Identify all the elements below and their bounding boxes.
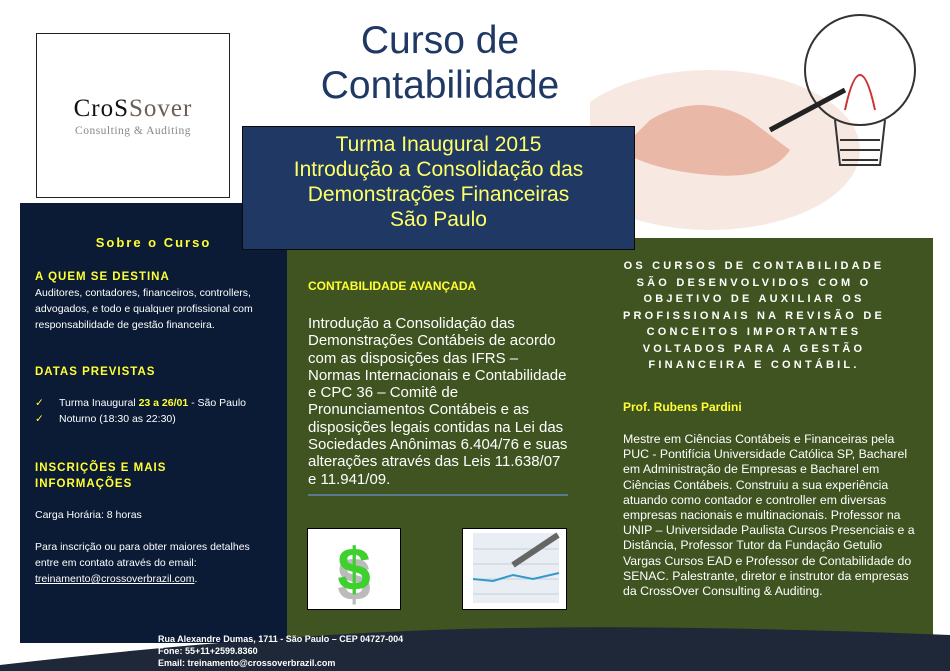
contact-suffix: . bbox=[194, 573, 198, 585]
logo-brand-part2: Sover bbox=[129, 94, 193, 122]
date-location: - São Paulo bbox=[188, 397, 247, 409]
email-link[interactable]: treinamento@crossoverbrazil.com bbox=[35, 573, 195, 585]
about-course-panel bbox=[20, 203, 287, 643]
title-box-line: Introdução a Consolidação das bbox=[293, 158, 584, 181]
pen-chart-icon bbox=[463, 529, 565, 608]
content-panel bbox=[287, 238, 933, 643]
date-highlight: 23 a 26/01 bbox=[138, 397, 189, 409]
title-box-line: Turma Inaugural 2015 bbox=[335, 133, 542, 156]
about-heading: Sobre o Curso bbox=[95, 235, 212, 250]
page-title: Curso de Contabilidade bbox=[320, 19, 560, 107]
footer-band bbox=[0, 620, 950, 671]
contact-prefix: Para inscrição ou para obter maiores detalhes entre em contato através do email: bbox=[35, 541, 250, 569]
info-heading: INSCRIÇÕES E MAIS INFORMAÇÕES bbox=[35, 462, 167, 490]
center-heading: CONTABILIDADE AVANÇADA bbox=[308, 279, 477, 293]
date-item bbox=[35, 395, 265, 411]
class-title-box bbox=[242, 126, 635, 250]
footer-email: Email: treinamento@crossoverbrazil.com bbox=[158, 658, 336, 668]
title-box-line: Demonstrações Financeiras bbox=[307, 183, 570, 206]
target-text: Auditores, contadores, financeiros, controllers, advogados, e todo e qualquer profissional com responsabilidade de gestão financeira. bbox=[35, 287, 253, 331]
logo-brand-part1: CroS bbox=[73, 94, 130, 122]
dates-heading: DATAS PREVISTAS bbox=[35, 366, 156, 378]
lightbulb-hand-image bbox=[590, 0, 935, 238]
logo-tagline: Consulting & Auditing bbox=[75, 124, 191, 137]
footer-contact bbox=[158, 633, 403, 669]
professor-name: Prof. Rubens Pardini bbox=[623, 400, 742, 414]
title-box-line: São Paulo bbox=[390, 208, 487, 231]
professor-bio: Mestre em Ciências Contábeis e Financeiras pela PUC - Pontifícia Universidade Católica SP, Bacharel em Administração de Empresas e Bacharel em Ciências Contábeis. Construiu a sua experiência atuando como contador e controller em diversas empresas nacionais e multinacionais. Professor na UNIP – Universidade Paulista Cursos Presenciais e a Distância, Professor Tutor da Fundação Getulio Vargas Cursos EAD e Professor de Contabilidade do SENAC. Palestrante, diretor e instrutor da empresas da CrossOver Consulting & Auditing. bbox=[623, 432, 915, 599]
date-text: Noturno (18:30 as 22:30) bbox=[59, 413, 176, 425]
target-heading: A QUEM SE DESTINA bbox=[35, 271, 170, 283]
dollar-coins-image bbox=[307, 528, 401, 610]
logo-brand bbox=[74, 95, 193, 123]
check-icon: ✓ bbox=[35, 397, 44, 409]
date-item bbox=[35, 411, 265, 427]
mission-statement: OS CURSOS DE CONTABILIDADE SÃO DESENVOLVIDOS COM O OBJETIVO DE AUXILIAR OS PROFISSIONAIS NA REVISÃO DE CONCEITOS IMPORTANTES VOLTADOS PARA A GESTÃO FINANCEIRA E CONTÁBIL. bbox=[622, 260, 886, 371]
dollar-icon: $ bbox=[337, 535, 371, 603]
date-text: Turma Inaugural bbox=[59, 397, 139, 409]
pen-chart-image bbox=[462, 528, 567, 610]
footer-phone: Fone: 55+11+2599.8360 bbox=[158, 646, 258, 656]
course-hours: Carga Horária: 8 horas bbox=[35, 509, 142, 521]
contact-text bbox=[35, 539, 270, 587]
check-icon: ✓ bbox=[35, 413, 44, 425]
center-body: Introdução a Consolidação das Demonstrações Contábeis de acordo com as disposições das IFRS – Normas Internacionais e Contabilidade e CPC 36 – Comitê de Pronunciamentos Contábeis e as disposições legais contidas na Lei das Sociedades Anônimas 6.404/76 e suas alterações através das Leis 11.638/07 e 11.941/09. bbox=[308, 315, 568, 496]
footer-address: Rua Alexandre Dumas, 1711 - São Paulo – CEP 04727-004 bbox=[158, 634, 404, 644]
crossover-logo bbox=[36, 33, 230, 198]
dates-list bbox=[35, 395, 265, 427]
